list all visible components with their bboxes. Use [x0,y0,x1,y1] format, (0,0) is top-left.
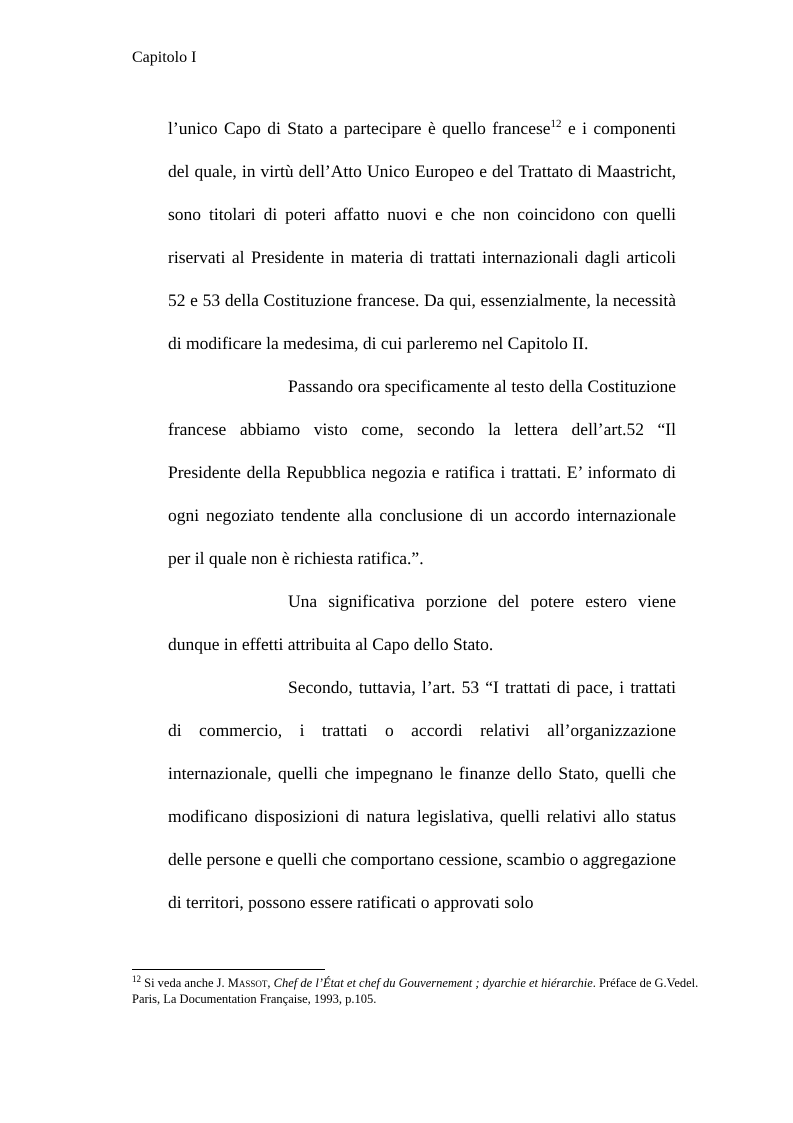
footnote-publication: . Préface de G.Vedel. Paris, La Documentation Française, 1993, p.105. [132,976,699,1006]
paragraph-1-text: l’unico Capo di Stato a partecipare è quello francese [168,118,551,138]
paragraph-4: Secondo, tuttavia, l’art. 53 “I trattati di pace, i trattati di commercio, i trattati o accordi relativi all’organizzazione internazionale, quelli che impegnano le finanze dello Stato, quelli che modificano disposizioni di natura legislativa, quelli relativi allo status delle persone e quelli che comportano cessione, scambio o aggregazione di territori, possono essere ratificati o approvati solo [168,677,676,912]
footnote-number: 12 [132,973,141,984]
main-text [168,107,676,924]
paragraph-1-continuation: e i componenti del quale, in virtù dell’Atto Unico Europeo e del Trattato di Maastricht, sono titolari di poteri affatto nuovi e che non coincidono con quelli riservati al Presidente in materia di trattati internazionali dagli articoli 52 e 53 della Costituzione francese. Da qui, essenzialmente, la necessità di modificare la medesima, di cui parleremo nel Capitolo II. [168,118,676,353]
footnote-author: Massot [227,976,268,990]
footnote-12 [132,975,710,1007]
running-header: Capitolo I [132,49,197,66]
paragraph-1 [168,107,676,365]
footnote-separator-text: , [267,976,274,990]
footnote-separator [132,969,325,970]
paragraph-3: Una significativa porzione del potere estero viene dunque in effetti attribuita al Capo dello Stato. [168,591,676,654]
footnote-work-title: Chef de l’État et chef du Gouvernement ; dyarchie et hiérarchie [273,976,593,990]
paragraph-2: Passando ora specificamente al testo della Costituzione francese abbiamo visto come, secondo la lettera dell’art.52 “Il Presidente della Repubblica negozia e ratifica i trattati. E’ informato di ogni negoziato tendente alla conclusione di un accordo internazionale per il quale non è richiesta ratifica.”. [168,376,676,568]
footnote-lead: Si veda anche J. [141,976,228,990]
footnote-reference: 12 [550,118,562,131]
